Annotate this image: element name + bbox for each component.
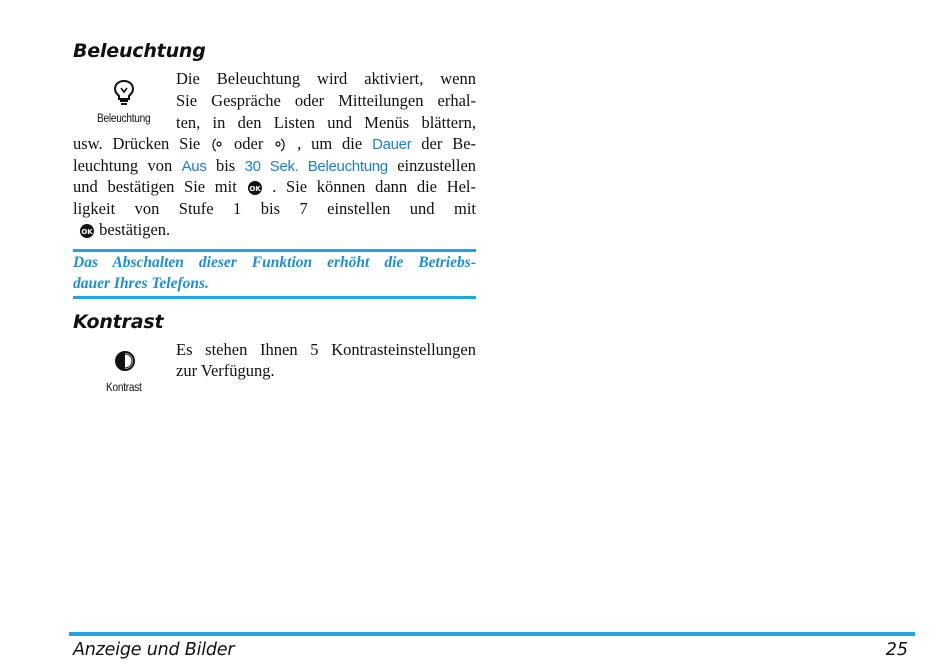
text-run: leuchtung von	[73, 156, 173, 175]
text-run: usw. Drücken Sie	[73, 134, 201, 153]
paragraph-line: ten, in den Listen und Menüs blättern,	[176, 113, 476, 132]
text-run: bis	[215, 156, 236, 175]
contrast-icon	[114, 350, 136, 372]
text-run: . Sie können dann die Hel-	[272, 177, 477, 196]
paragraph-line: Sie Gespräche oder Mitteilungen erhal-	[176, 91, 476, 110]
ok-key-icon	[79, 223, 95, 239]
icon-label-kontrast: Kontrast	[106, 382, 142, 394]
paragraph-line	[73, 155, 476, 177]
menu-term-30-sek: 30 Sek. Beleuchtung	[244, 158, 388, 175]
text-run: der Be-	[421, 134, 477, 153]
text-run: , um die	[297, 134, 363, 153]
text-run: bestätigen.	[99, 220, 171, 239]
paragraph-line	[73, 133, 476, 155]
note-line: dauer Ihres Telefons.	[73, 275, 209, 292]
paragraph-line: zur Verfügung.	[176, 361, 275, 380]
page-number: 25	[885, 640, 908, 660]
text-run: und bestätigen Sie mit	[73, 177, 237, 196]
note-line: Das Abschalten dieser Funktion erhöht die Betriebs-	[73, 254, 476, 271]
ok-key-icon	[247, 180, 263, 196]
paragraph-line: Es stehen Ihnen 5 Kontrasteinstellungen	[176, 340, 476, 359]
menu-term-dauer: Dauer	[372, 136, 412, 153]
footer-title: Anzeige und Bilder	[73, 640, 235, 660]
paragraph-line: ligkeit von Stufe 1 bis 7 einstellen und mit	[73, 199, 476, 218]
text-run: einzustellen	[397, 156, 477, 175]
footer-rule	[69, 632, 915, 636]
lightbulb-icon	[113, 79, 135, 105]
section-heading-beleuchtung: Beleuchtung	[73, 40, 206, 62]
icon-label-beleuchtung: Beleuchtung	[97, 113, 151, 125]
section-heading-kontrast: Kontrast	[73, 311, 164, 333]
left-key-icon	[210, 138, 224, 152]
note-box	[73, 249, 476, 299]
menu-term-aus: Aus	[181, 158, 207, 175]
svg-text:OK: OK	[81, 228, 93, 237]
right-key-icon	[273, 138, 287, 152]
paragraph-line	[73, 176, 476, 197]
text-run: oder	[234, 134, 264, 153]
paragraph-line	[73, 219, 476, 240]
svg-text:OK: OK	[248, 185, 261, 194]
paragraph-line: Die Beleuchtung wird aktiviert, wenn	[176, 69, 476, 88]
